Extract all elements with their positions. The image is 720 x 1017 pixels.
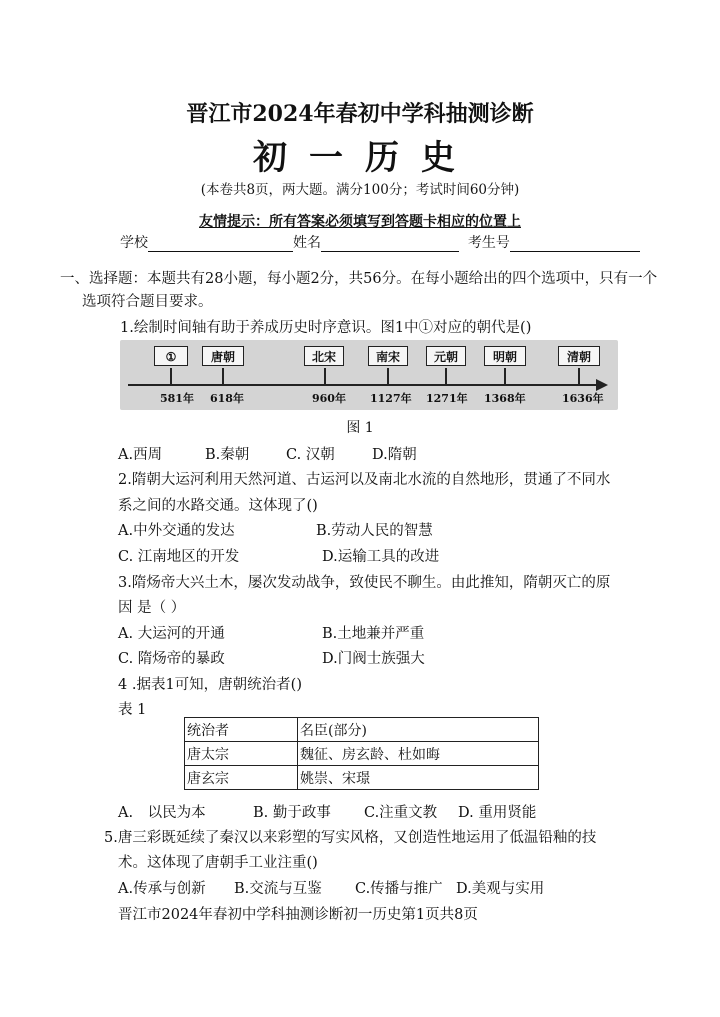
timeline-tick <box>445 368 447 384</box>
page-footer: 晋江市2024年春初中学科抽测诊断初一历史第1页共8页 <box>118 907 478 923</box>
q5-option-b: B.交流与互鉴 <box>234 881 322 897</box>
student-info-fields <box>120 232 640 252</box>
table-cell: 唐玄宗 <box>185 766 298 790</box>
timeline-tick <box>170 368 172 384</box>
table-header-row <box>185 718 539 742</box>
name-label: 姓名 <box>293 235 321 251</box>
q4-option-a: A. 以民为本 <box>118 805 206 821</box>
q5-option-a: A.传承与创新 <box>118 881 206 897</box>
timeline-year: 618年 <box>210 392 244 405</box>
timeline-tick <box>504 368 506 384</box>
table-header-cell: 统治者 <box>185 718 298 742</box>
exam-info: (本卷共8页，两大题。满分100分；考试时间60分钟) <box>200 182 520 198</box>
school-label: 学校 <box>120 235 148 251</box>
exam-subject: 初一历史 <box>253 138 477 178</box>
q4-option-c: C.注重文教 <box>364 805 438 821</box>
q1-option-c: C. 汉朝 <box>286 447 335 463</box>
q2-option-c: C. 江南地区的开发 <box>118 549 240 565</box>
timeline-label: 唐朝 <box>202 346 244 366</box>
timeline-tick <box>578 368 580 384</box>
table-row <box>185 742 539 766</box>
timeline-label: 清朝 <box>558 346 600 366</box>
q2-option-a: A.中外交通的发达 <box>118 523 235 539</box>
table-row <box>185 766 539 790</box>
timeline-year: 581年 <box>160 392 194 405</box>
q2-stem-line1: 2.隋朝大运河利用天然河道、古运河以及南北水流的自然地形，贯通了不同水 <box>118 472 611 488</box>
timeline-tick <box>222 368 224 384</box>
q3-option-a: A. 大运河的开通 <box>118 626 225 642</box>
timeline-label: 元朝 <box>426 346 466 366</box>
q3-option-d: D.门阀士族强大 <box>322 651 425 667</box>
timeline-label: 南宋 <box>368 346 408 366</box>
ruler-minister-table <box>184 717 539 790</box>
q4-stem: 4 .据表1可知，唐朝统治者() <box>118 677 302 693</box>
school-blank <box>148 237 293 252</box>
timeline-label: ① <box>154 346 188 366</box>
timeline-tick <box>324 368 326 384</box>
friendly-tip: 友情提示：所有答案必须填写到答题卡相应的位置上 <box>199 214 521 230</box>
table-cell: 姚崇、宋璟 <box>298 766 539 790</box>
table-header-cell: 名臣(部分) <box>298 718 539 742</box>
section-intro <box>60 268 670 314</box>
timeline-year: 1127年 <box>370 392 412 405</box>
timeline-year: 1368年 <box>484 392 526 405</box>
section-intro-text: 一、选择题：本题共有28小题，每小题2分，共56分。在每小题给出的四个选项中，只有一个选项符合题目要求。 <box>60 271 658 310</box>
q4-option-b: B. 勤于政事 <box>253 805 331 821</box>
table-cell: 唐太宗 <box>185 742 298 766</box>
name-blank <box>321 237 459 252</box>
timeline-year: 1636年 <box>562 392 604 405</box>
q5-stem-line1: 5.唐三彩既延续了秦汉以来彩塑的写实风格，又创造性地运用了低温铅釉的技 <box>104 830 597 846</box>
id-blank <box>510 237 640 252</box>
timeline-year: 1271年 <box>426 392 468 405</box>
q2-option-d: D.运输工具的改进 <box>322 549 440 565</box>
timeline-figure <box>120 340 618 410</box>
timeline-label: 明朝 <box>484 346 526 366</box>
q3-stem-line2: 因 是（ ） <box>118 600 186 616</box>
table-cell: 魏征、房玄龄、杜如晦 <box>298 742 539 766</box>
q4-option-d: D. 重用贤能 <box>458 805 537 821</box>
q1-option-d: D.隋朝 <box>372 447 417 463</box>
q3-option-c: C. 隋炀帝的暴政 <box>118 651 225 667</box>
id-label: 考生号 <box>467 235 510 251</box>
q2-option-b: B.劳动人民的智慧 <box>316 523 433 539</box>
timeline-label: 北宋 <box>304 346 344 366</box>
q3-option-b: B.土地兼并严重 <box>322 626 425 642</box>
q5-option-d: D.美观与实用 <box>456 881 545 897</box>
table-caption: 表 1 <box>118 702 147 718</box>
q5-option-c: C.传播与推广 <box>355 881 443 897</box>
q1-option-b: B.秦朝 <box>205 447 250 463</box>
exam-title: 晋江市2024年春初中学科抽测诊断 <box>186 101 534 127</box>
q1-stem: 1.绘制时间轴有助于养成历史时序意识。图1中①对应的朝代是() <box>120 320 532 336</box>
q1-option-a: A.西周 <box>118 447 163 463</box>
figure-caption: 图 1 <box>346 420 374 436</box>
timeline-year: 960年 <box>312 392 346 405</box>
q5-stem-line2: 术。这体现了唐朝手工业注重() <box>118 855 318 871</box>
timeline-tick <box>387 368 389 384</box>
q2-stem-line2: 系之间的水路交通。这体现了() <box>118 498 318 514</box>
q3-stem-line1: 3.隋炀帝大兴土木，屡次发动战争，致使民不聊生。由此推知，隋朝灭亡的原 <box>118 575 611 591</box>
timeline-axis <box>128 384 598 386</box>
